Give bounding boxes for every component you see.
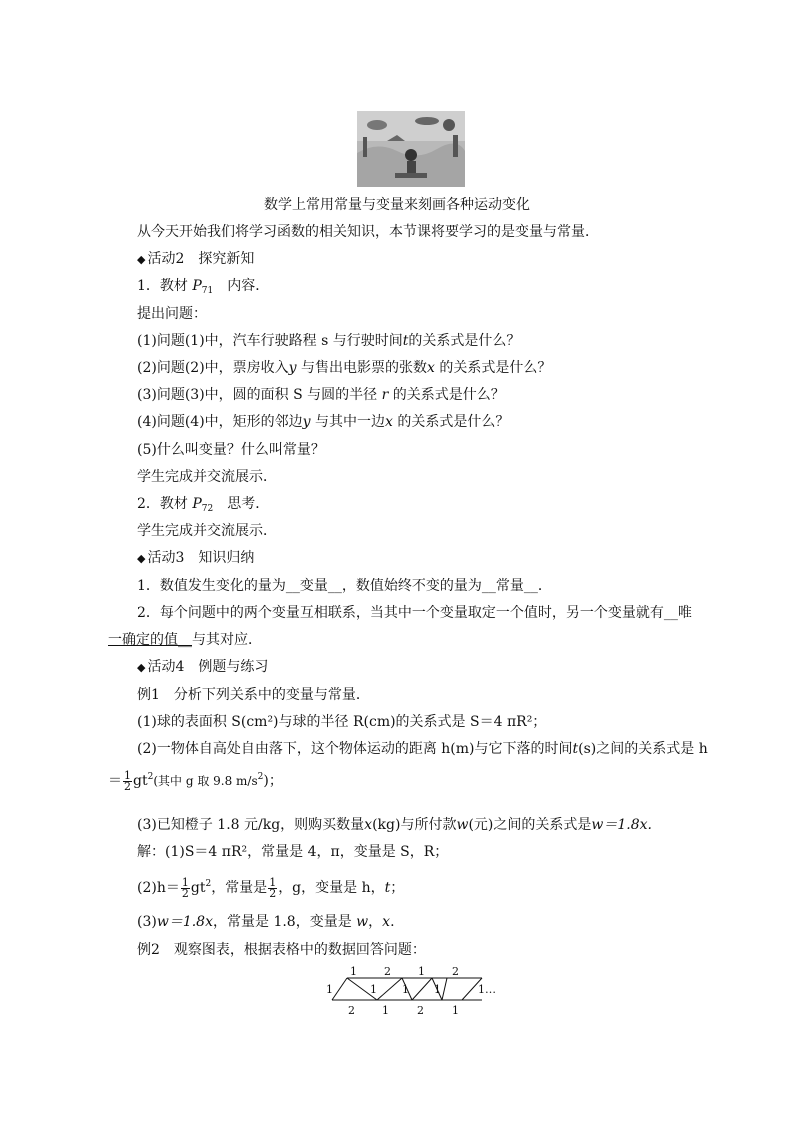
students-present-1: 学生完成并交流展示． <box>137 469 277 485</box>
fraction-one-half-b: $\frac{1}{2}$ <box>269 875 277 900</box>
fraction-one-half-a: $\frac{1}{2}$ <box>181 875 189 900</box>
fraction-one-half: $\frac{1}{2}$ <box>124 768 131 793</box>
question-2: (2)问题(2)中，票房收入y 与售出电影票的张数x 的关系式是什么？ <box>137 360 552 376</box>
question-3: (3)问题(3)中，圆的面积 S 与圆的半径 r 的关系式是什么？ <box>137 387 505 403</box>
child-drawing-illustration <box>357 111 465 187</box>
inner-label-3: 1 <box>434 983 441 996</box>
top-label-4: 2 <box>452 965 459 978</box>
bottom-label-4: 1 <box>452 1004 459 1017</box>
activity3-heading: ◆ 活动3 知识归纳 <box>137 550 255 566</box>
knowledge-1: 1．数值发生变化的量为__变量__，数值始终不变的量为__常量__． <box>137 578 552 594</box>
activity2-prompt: 提出问题： <box>137 306 207 322</box>
top-label-3: 1 <box>418 965 425 978</box>
diamond-bullet-icon: ◆ <box>137 552 146 565</box>
example1-part2: (2)一物体自高处自由落下，这个物体运动的距离 h(m)与它下落的时间t(s)之间的关系式是 h <box>137 741 708 757</box>
solution-part2: (2)h＝ $\frac{1}{2}$ $gt^2$，常量是 $\frac{1}{2}$ ，g，变量是 h，t； <box>137 875 405 900</box>
knowledge-2: 2．每个问题中的两个变量互相联系，当其中一个变量取定一个值时，另一个变量就有__唯 <box>137 605 692 621</box>
example2-title: 例2 观察图表，根据表格中的数据回答问题： <box>137 942 426 958</box>
illustration-caption: 数学上常用常量与变量来刻画各种运动变化 <box>264 197 530 213</box>
bottom-label-1: 2 <box>348 1004 355 1017</box>
bottom-label-2: 1 <box>382 1004 389 1017</box>
question-4: (4)问题(4)中，矩形的邻边y 与其中一边x 的关系式是什么？ <box>137 414 510 430</box>
activity2-item2: 2．教材 $P_{72}$ 思考． <box>137 496 270 514</box>
intro-paragraph: 从今天开始我们将学习函数的相关知识，本节课将要学习的是变量与常量． <box>137 224 599 240</box>
question-5: (5)什么叫变量？什么叫常量？ <box>137 442 325 458</box>
activity2-heading: ◆ 活动2 探究新知 <box>137 251 255 267</box>
knowledge-2-cont: 一确定的值__与其对应． <box>108 632 262 648</box>
bottom-label-3: 2 <box>417 1004 424 1017</box>
inner-label-1: 1 <box>370 983 377 996</box>
students-present-2: 学生完成并交流展示． <box>137 523 277 539</box>
solution-part3: (3)w＝1.8x，常量是 1.8，变量是 w，x. <box>137 914 395 930</box>
tail-label: 1… <box>478 983 496 996</box>
activity2-item1: 1．教材 $P_{71}$ 内容． <box>137 278 270 296</box>
question-1: (1)问题(1)中，汽车行驶路程 s 与行驶时间t的关系式是什么？ <box>137 333 521 349</box>
top-label-2: 2 <box>384 965 391 978</box>
example1-part1: (1)球的表面积 S(cm²)与球的半径 R(cm)的关系式是 S＝4 πR²； <box>137 714 547 730</box>
example1-part3: (3)已知橙子 1.8 元/kg，则购买数量x(kg)与所付款w(元)之间的关系式是w＝1.8x. <box>137 817 652 833</box>
trapezoid-sequence-figure <box>322 962 502 1017</box>
inner-label-2: 1 <box>402 983 409 996</box>
activity4-heading: ◆ 活动4 例题与练习 <box>137 659 269 675</box>
example1-part2-formula: ＝ $\frac{1}{2}$ $gt^2$(其中 g 取 9.8 $m/s^2$)； <box>108 768 283 793</box>
left-label: 1 <box>326 983 333 996</box>
example1-title: 例1 分析下列关系中的变量与常量． <box>137 687 370 703</box>
diamond-bullet-icon: ◆ <box>137 253 146 266</box>
diamond-bullet-icon: ◆ <box>137 661 146 674</box>
top-label-1: 1 <box>350 965 357 978</box>
solution-part1: 解：(1)S＝4 πR²，常量是 4，π，变量是 S，R； <box>137 844 449 860</box>
